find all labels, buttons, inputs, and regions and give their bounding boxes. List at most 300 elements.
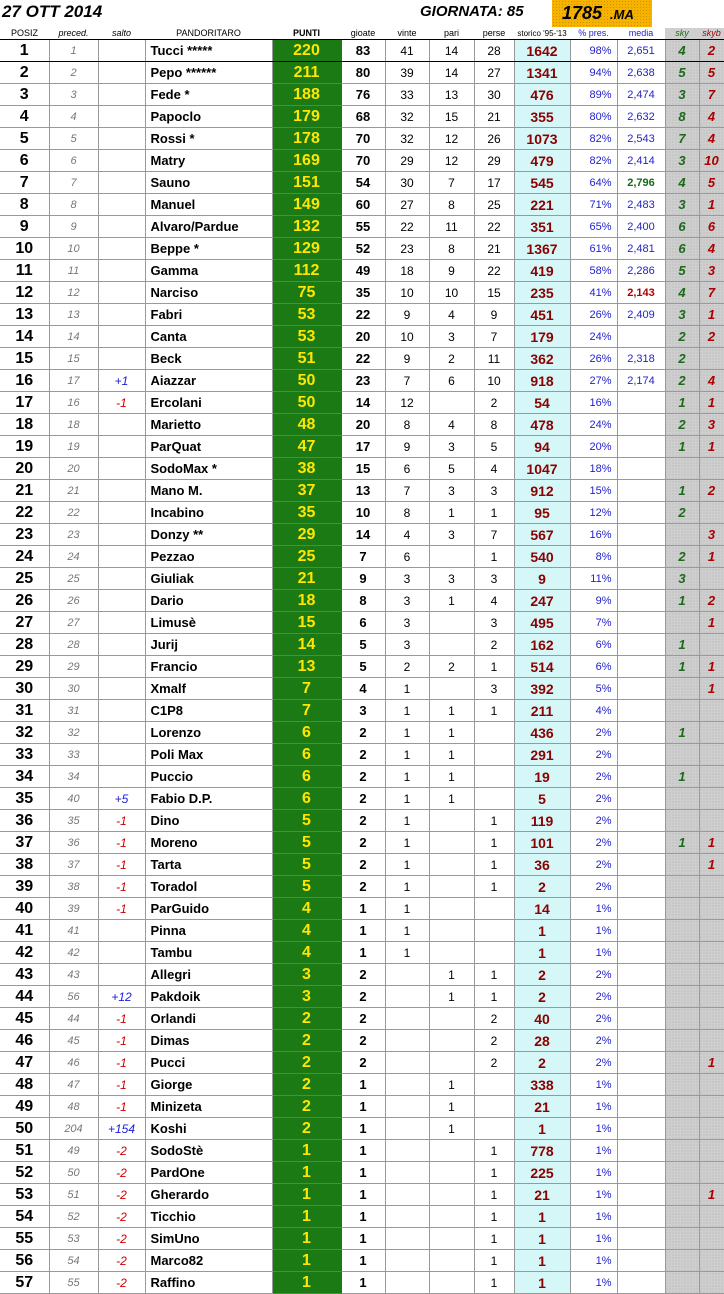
presence-cell: 1% [570,1074,617,1096]
average-cell [617,876,665,898]
player-name-cell: Beppe * [145,238,272,260]
jump-cell [98,194,145,216]
table-row [0,502,724,524]
skyb-cell: 4 [699,370,724,392]
historic-cell: 36 [514,854,570,876]
points-cell: 47 [272,436,341,458]
jump-cell [98,656,145,678]
points-cell: 5 [272,832,341,854]
average-cell [617,1250,665,1272]
average-cell: 2,286 [617,260,665,282]
table-row [0,524,724,546]
average-cell [617,634,665,656]
draws-cell: 12 [429,128,474,150]
player-name-cell: Mano M. [145,480,272,502]
wins-cell [385,1074,429,1096]
average-cell: 2,651 [617,40,665,62]
table-row [0,1008,724,1030]
player-name-cell: Incabino [145,502,272,524]
sky-cell [665,744,699,766]
historic-cell: 355 [514,106,570,128]
losses-cell: 1 [474,964,514,986]
player-name-cell: Jurij [145,634,272,656]
points-cell: 38 [272,458,341,480]
draws-cell: 11 [429,216,474,238]
presence-cell: 1% [570,920,617,942]
sky-cell: 1 [665,766,699,788]
skyb-cell [699,1074,724,1096]
presence-cell: 2% [570,854,617,876]
draws-cell: 12 [429,150,474,172]
skyb-cell [699,898,724,920]
losses-cell: 30 [474,84,514,106]
skyb-cell: 7 [699,282,724,304]
average-cell [617,1074,665,1096]
jump-cell [98,458,145,480]
player-name-cell: Pepo ****** [145,62,272,84]
col-salto: salto [98,28,145,40]
position-cell: 43 [0,964,49,986]
presence-cell: 1% [570,1250,617,1272]
wins-cell [385,1184,429,1206]
skyb-cell: 1 [699,194,724,216]
skyb-cell: 10 [699,150,724,172]
presence-cell: 1% [570,1272,617,1294]
player-name-cell: Dimas [145,1030,272,1052]
sky-cell [665,810,699,832]
games-played-cell: 55 [341,216,385,238]
table-row [0,414,724,436]
presence-cell: 20% [570,436,617,458]
col-perse: perse [474,28,514,40]
player-name-cell: C1P8 [145,700,272,722]
table-row [0,656,724,678]
jump-cell [98,524,145,546]
wins-cell [385,1008,429,1030]
games-played-cell: 2 [341,744,385,766]
draws-cell [429,942,474,964]
average-cell [617,722,665,744]
presence-cell: 2% [570,766,617,788]
draws-cell [429,612,474,634]
jump-cell [98,304,145,326]
position-cell: 55 [0,1228,49,1250]
points-cell: 2 [272,1008,341,1030]
games-played-cell: 3 [341,700,385,722]
average-cell [617,1162,665,1184]
skyb-cell [699,766,724,788]
jump-cell [98,546,145,568]
table-row [0,238,724,260]
position-cell: 57 [0,1272,49,1294]
average-cell [617,898,665,920]
previous-position-cell: 24 [49,546,98,568]
losses-cell: 4 [474,458,514,480]
presence-cell: 15% [570,480,617,502]
position-cell: 40 [0,898,49,920]
previous-position-cell: 40 [49,788,98,810]
table-row [0,84,724,106]
player-name-cell: Puccio [145,766,272,788]
draws-cell: 7 [429,172,474,194]
table-row [0,1118,724,1140]
player-name-cell: Tambu [145,942,272,964]
player-name-cell: Alvaro/Pardue [145,216,272,238]
losses-cell: 17 [474,172,514,194]
previous-position-cell: 27 [49,612,98,634]
skyb-cell [699,700,724,722]
presence-cell: 16% [570,392,617,414]
previous-position-cell: 55 [49,1272,98,1294]
table-row [0,172,724,194]
historic-cell: 2 [514,876,570,898]
historic-cell: 1 [514,1250,570,1272]
presence-cell: 2% [570,964,617,986]
player-name-cell: Pinna [145,920,272,942]
previous-position-cell: 12 [49,282,98,304]
wins-cell: 1 [385,766,429,788]
col-pres: % pres. [570,28,617,40]
historic-cell: 247 [514,590,570,612]
position-cell: 23 [0,524,49,546]
games-played-cell: 2 [341,788,385,810]
sky-cell [665,854,699,876]
position-cell: 10 [0,238,49,260]
table-row [0,348,724,370]
average-cell [617,612,665,634]
jump-cell [98,216,145,238]
average-cell [617,568,665,590]
jump-cell: -1 [98,1030,145,1052]
draws-cell: 3 [429,480,474,502]
skyb-cell [699,986,724,1008]
historic-cell: 514 [514,656,570,678]
losses-cell: 28 [474,40,514,62]
sky-cell: 2 [665,546,699,568]
previous-position-cell: 50 [49,1162,98,1184]
jump-cell [98,590,145,612]
draws-cell: 2 [429,348,474,370]
table-row [0,744,724,766]
points-cell: 5 [272,876,341,898]
wins-cell: 27 [385,194,429,216]
presence-cell: 2% [570,744,617,766]
wins-cell: 1 [385,722,429,744]
position-cell: 32 [0,722,49,744]
presence-cell: 1% [570,1096,617,1118]
draws-cell: 1 [429,722,474,744]
position-cell: 12 [0,282,49,304]
player-name-cell: Fabio D.P. [145,788,272,810]
col-skyb: skyb [699,28,724,40]
sky-cell [665,700,699,722]
draws-cell: 4 [429,414,474,436]
draws-cell: 1 [429,744,474,766]
wins-cell: 22 [385,216,429,238]
sky-cell: 1 [665,722,699,744]
player-name-cell: Gherardo [145,1184,272,1206]
table-row [0,788,724,810]
wins-cell: 10 [385,326,429,348]
presence-cell: 26% [570,304,617,326]
table-row [0,1228,724,1250]
losses-cell: 2 [474,1030,514,1052]
wins-cell: 2 [385,656,429,678]
average-cell [617,590,665,612]
table-row [0,854,724,876]
historic-cell: 94 [514,436,570,458]
historic-cell: 351 [514,216,570,238]
previous-position-cell: 47 [49,1074,98,1096]
points-cell: 188 [272,84,341,106]
historic-cell: 338 [514,1074,570,1096]
draws-cell [429,678,474,700]
losses-cell [474,722,514,744]
jump-cell: -2 [98,1184,145,1206]
wins-cell [385,1250,429,1272]
sky-cell: 4 [665,40,699,62]
wins-cell: 9 [385,348,429,370]
sky-cell: 3 [665,304,699,326]
previous-position-cell: 33 [49,744,98,766]
col-giocate: gioate [341,28,385,40]
player-name-cell: Tarta [145,854,272,876]
table-row [0,304,724,326]
position-cell: 17 [0,392,49,414]
position-cell: 50 [0,1118,49,1140]
player-name-cell: Orlandi [145,1008,272,1030]
draws-cell [429,634,474,656]
sky-cell [665,986,699,1008]
points-cell: 3 [272,964,341,986]
losses-cell: 7 [474,326,514,348]
draws-cell: 1 [429,590,474,612]
historic-cell: 545 [514,172,570,194]
historic-cell: 476 [514,84,570,106]
jump-cell [98,128,145,150]
jump-cell: -1 [98,854,145,876]
games-played-cell: 1 [341,942,385,964]
games-played-cell: 17 [341,436,385,458]
points-cell: 169 [272,150,341,172]
position-cell: 35 [0,788,49,810]
table-row [0,106,724,128]
sky-cell: 2 [665,414,699,436]
presence-cell: 1% [570,1206,617,1228]
draws-cell: 2 [429,656,474,678]
draws-cell [429,1030,474,1052]
historic-cell: 540 [514,546,570,568]
games-played-cell: 10 [341,502,385,524]
jump-cell [98,502,145,524]
col-preced: preced. [49,28,98,40]
skyb-cell [699,876,724,898]
losses-cell: 27 [474,62,514,84]
header-bar [0,0,724,28]
sky-cell: 1 [665,656,699,678]
sky-cell [665,1052,699,1074]
games-played-cell: 5 [341,634,385,656]
player-name-cell: Narciso [145,282,272,304]
losses-cell: 5 [474,436,514,458]
points-cell: 6 [272,766,341,788]
wins-cell: 3 [385,612,429,634]
skyb-cell: 7 [699,84,724,106]
losses-cell: 2 [474,634,514,656]
points-cell: 13 [272,656,341,678]
points-cell: 2 [272,1096,341,1118]
previous-position-cell: 41 [49,920,98,942]
losses-cell: 7 [474,524,514,546]
jump-cell: +154 [98,1118,145,1140]
points-cell: 53 [272,304,341,326]
historic-cell: 567 [514,524,570,546]
player-name-cell: Allegri [145,964,272,986]
average-cell [617,1052,665,1074]
skyb-cell [699,1118,724,1140]
jump-cell: -1 [98,898,145,920]
table-row [0,150,724,172]
position-cell: 31 [0,700,49,722]
position-cell: 22 [0,502,49,524]
historic-cell: 2 [514,986,570,1008]
table-row [0,1250,724,1272]
sky-cell: 5 [665,260,699,282]
average-cell [617,744,665,766]
points-cell: 4 [272,898,341,920]
position-cell: 51 [0,1140,49,1162]
sky-cell [665,1030,699,1052]
draws-cell: 1 [429,1096,474,1118]
points-cell: 129 [272,238,341,260]
sky-cell: 2 [665,348,699,370]
skyb-cell [699,1030,724,1052]
player-name-cell: SimUno [145,1228,272,1250]
jump-cell [98,766,145,788]
draws-cell: 3 [429,568,474,590]
wins-cell [385,964,429,986]
wins-cell: 18 [385,260,429,282]
losses-cell: 1 [474,1162,514,1184]
games-played-cell: 14 [341,524,385,546]
presence-cell: 64% [570,172,617,194]
historic-cell: 436 [514,722,570,744]
draws-cell [429,876,474,898]
player-name-cell: Francio [145,656,272,678]
previous-position-cell: 16 [49,392,98,414]
wins-cell: 1 [385,744,429,766]
table-row [0,458,724,480]
historic-cell: 211 [514,700,570,722]
wins-cell [385,1228,429,1250]
position-cell: 29 [0,656,49,678]
player-name-cell: Aiazzar [145,370,272,392]
historic-cell: 235 [514,282,570,304]
player-name-cell: Lorenzo [145,722,272,744]
historic-cell: 1341 [514,62,570,84]
points-cell: 1 [272,1250,341,1272]
table-row [0,766,724,788]
presence-cell: 1% [570,1140,617,1162]
previous-position-cell: 18 [49,414,98,436]
player-name-cell: Gamma [145,260,272,282]
skyb-cell: 2 [699,480,724,502]
table-row [0,898,724,920]
points-cell: 1 [272,1162,341,1184]
points-cell: 149 [272,194,341,216]
previous-position-cell: 3 [49,84,98,106]
table-row [0,678,724,700]
presence-cell: 24% [570,414,617,436]
player-name-cell: PardOne [145,1162,272,1184]
draws-cell [429,1008,474,1030]
wins-cell: 3 [385,590,429,612]
skyb-cell [699,1272,724,1294]
sky-cell: 1 [665,436,699,458]
average-cell: 2,400 [617,216,665,238]
presence-cell: 5% [570,678,617,700]
draws-cell: 6 [429,370,474,392]
jump-cell [98,436,145,458]
draws-cell [429,920,474,942]
position-cell: 46 [0,1030,49,1052]
wins-cell [385,1118,429,1140]
previous-position-cell: 9 [49,216,98,238]
historic-cell: 1047 [514,458,570,480]
average-cell [617,986,665,1008]
presence-cell: 18% [570,458,617,480]
games-played-cell: 1 [341,920,385,942]
skyb-cell: 4 [699,238,724,260]
jump-cell: -1 [98,1052,145,1074]
skyb-cell [699,788,724,810]
historic-cell: 95 [514,502,570,524]
presence-cell: 58% [570,260,617,282]
position-cell: 39 [0,876,49,898]
average-cell [617,1184,665,1206]
previous-position-cell: 1 [49,40,98,62]
sky-cell: 1 [665,832,699,854]
presence-cell: 61% [570,238,617,260]
presence-cell: 2% [570,722,617,744]
previous-position-cell: 13 [49,304,98,326]
position-cell: 24 [0,546,49,568]
points-cell: 53 [272,326,341,348]
games-played-cell: 4 [341,678,385,700]
table-row [0,1096,724,1118]
col-name: PANDORITARO [145,28,272,40]
wins-cell: 23 [385,238,429,260]
previous-position-cell: 39 [49,898,98,920]
games-played-cell: 83 [341,40,385,62]
position-cell: 11 [0,260,49,282]
sky-cell [665,1272,699,1294]
average-cell [617,458,665,480]
position-cell: 8 [0,194,49,216]
skyb-cell [699,810,724,832]
losses-cell [474,942,514,964]
presence-cell: 4% [570,700,617,722]
wins-cell: 1 [385,854,429,876]
draws-cell [429,1162,474,1184]
games-played-cell: 1 [341,1250,385,1272]
jump-cell [98,634,145,656]
skyb-cell [699,1250,724,1272]
presence-cell: 2% [570,1008,617,1030]
average-cell: 2,481 [617,238,665,260]
position-cell: 36 [0,810,49,832]
sky-cell [665,1096,699,1118]
